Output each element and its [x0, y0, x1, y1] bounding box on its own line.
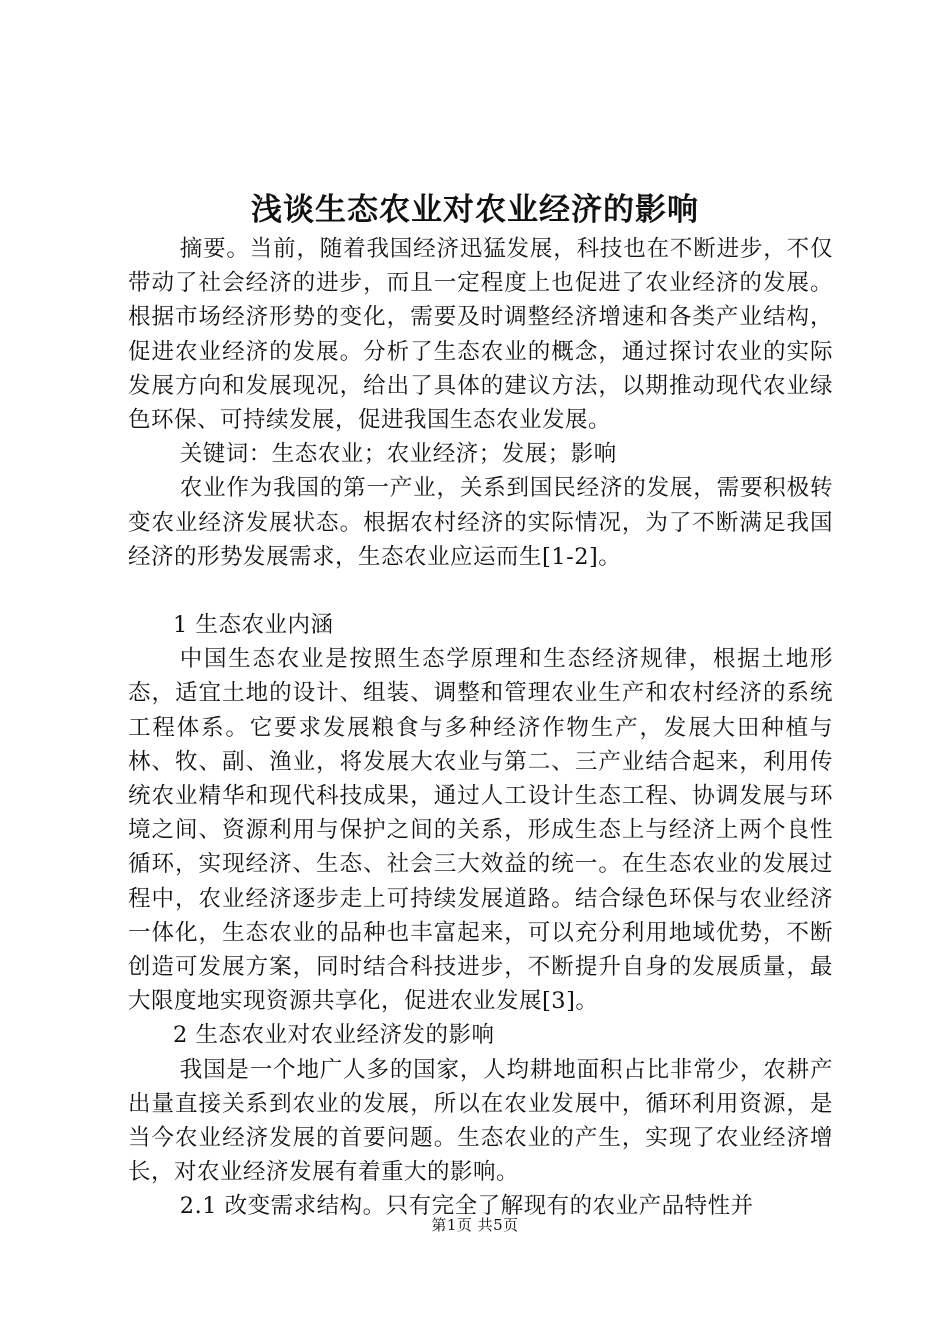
document-title: 浅谈生态农业对农业经济的影响	[251, 192, 699, 228]
document-body	[128, 232, 833, 1224]
section-1-paragraph: 中国生态农业是按照生态学原理和生态经济规律，根据土地形态，适宜土地的设计、组装、调整和管理农业生产和农村经济的系统工程体系。它要求发展粮食与多种经济作物生产，发展大田种植与林、牧、副、渔业，将发展大农业与第二、三产业结合起来，利用传统农业精华和现代科技成果，通过人工设计生态工程、协调发展与环境之间、资源利用与保护之间的关系，形成生态上与经济上两个良性循环，实现经济、生态、社会三大效益的统一。在生态农业的发展过程中，农业经济逐步走上可持续发展道路。结合绿色环保与农业经济一体化，生态农业的品种也丰富起来，可以充分利用地域优势，不断创造可发展方案，同时结合科技进步，不断提升自身的发展质量，最大限度地实现资源共享化，促进农业发展[3]。	[128, 646, 833, 1015]
abstract-paragraph: 摘要。当前，随着我国经济迅猛发展，科技也在不断进步，不仅带动了社会经济的进步，而且一定程度上也促进了农业经济的发展。根据市场经济形势的变化，需要及时调整经济增速和各类产业结构，促进农业经济的发展。分析了生态农业的概念，通过探讨农业的实际发展方向和发展现况，给出了具体的建议方法，以期推动现代农业绿色环保、可持续发展，促进我国生态农业发展。	[128, 236, 833, 434]
keywords-line: 关键词：生态农业；农业经济；发展；影响	[179, 441, 617, 468]
section-2-1-paragraph: 2.1 改变需求结构。只有完全了解现有的农业产品特性并	[179, 1193, 754, 1220]
page-number-footer: 第1页 共5页	[431, 1216, 519, 1234]
section-1-heading: 1 生态农业内涵	[173, 612, 334, 639]
section-2-heading: 2 生态农业对农业经济发的影响	[173, 1022, 495, 1049]
section-2-paragraph: 我国是一个地广人多的国家，人均耕地面积占比非常少，农耕产出量直接关系到农业的发展，所以在农业发展中，循环利用资源，是当今农业经济发展的首要问题。生态农业的产生，实现了农业经济增长，对农业经济发展有着重大的影响。	[128, 1056, 833, 1186]
paragraph-gap	[128, 574, 833, 608]
intro-paragraph: 农业作为我国的第一产业，关系到国民经济的发展，需要积极转变农业经济发展状态。根据农村经济的实际情况，为了不断满足我国经济的形势发展需求，生态农业应运而生[1-2]。	[128, 475, 833, 570]
